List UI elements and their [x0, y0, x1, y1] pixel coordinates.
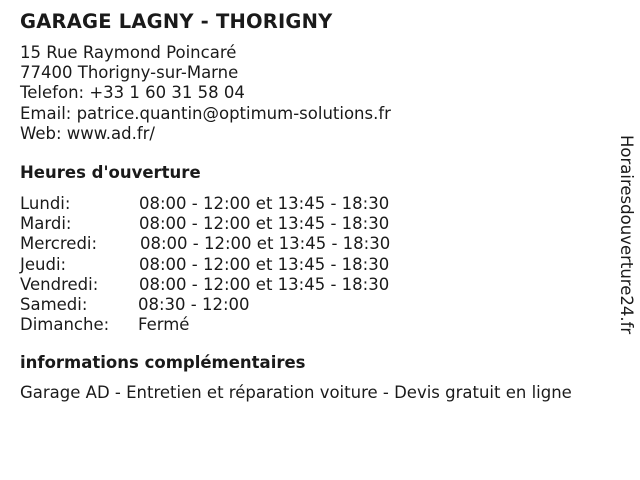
contact-block	[20, 43, 391, 144]
hours-row-lundi	[20, 194, 440, 214]
day-label: Mardi:	[20, 214, 72, 234]
time-value: 08:00 - 12:00 et 13:45 - 18:30	[139, 254, 390, 274]
info-text: Garage AD - Entretien et réparation voiture - Devis gratuit en ligne	[20, 383, 572, 402]
time-value: Fermé	[138, 315, 190, 335]
address-city: 77400 Thorigny-sur-Marne	[20, 63, 239, 83]
business-name: GARAGE LAGNY - THORIGNY	[20, 10, 333, 33]
time-value: 08:00 - 12:00 et 13:45 - 18:30	[139, 274, 390, 294]
hours-row-vendredi	[20, 275, 440, 295]
time-value: 08:00 - 12:00 et 13:45 - 18:30	[140, 234, 391, 254]
phone-line: Telefon: +33 1 60 31 58 04	[20, 83, 245, 103]
hours-heading: Heures d'ouverture	[20, 163, 201, 182]
address-street: 15 Rue Raymond Poincaré	[20, 43, 237, 62]
day-label: Mercredi:	[20, 234, 98, 254]
info-heading: informations complémentaires	[20, 353, 306, 372]
day-label: Dimanche:	[20, 315, 110, 335]
web-line: Web: www.ad.fr/	[20, 123, 155, 143]
day-label: Samedi:	[20, 294, 88, 314]
opening-hours-table	[20, 194, 440, 335]
email-line: Email: patrice.quantin@optimum-solutions.fr	[20, 103, 391, 123]
time-value: 08:00 - 12:00 et 13:45 - 18:30	[139, 194, 390, 213]
day-label: Vendredi:	[20, 274, 99, 294]
hours-row-dimanche	[20, 315, 440, 335]
site-watermark: Horairesdouverture24.fr	[617, 135, 636, 335]
day-label: Lundi:	[20, 194, 71, 213]
hours-row-jeudi	[20, 255, 440, 275]
hours-row-mercredi	[20, 234, 440, 254]
day-label: Jeudi:	[20, 254, 67, 274]
time-value: 08:00 - 12:00 et 13:45 - 18:30	[139, 214, 390, 234]
time-value: 08:30 - 12:00	[138, 294, 250, 314]
hours-row-mardi	[20, 214, 440, 234]
hours-row-samedi	[20, 295, 440, 315]
